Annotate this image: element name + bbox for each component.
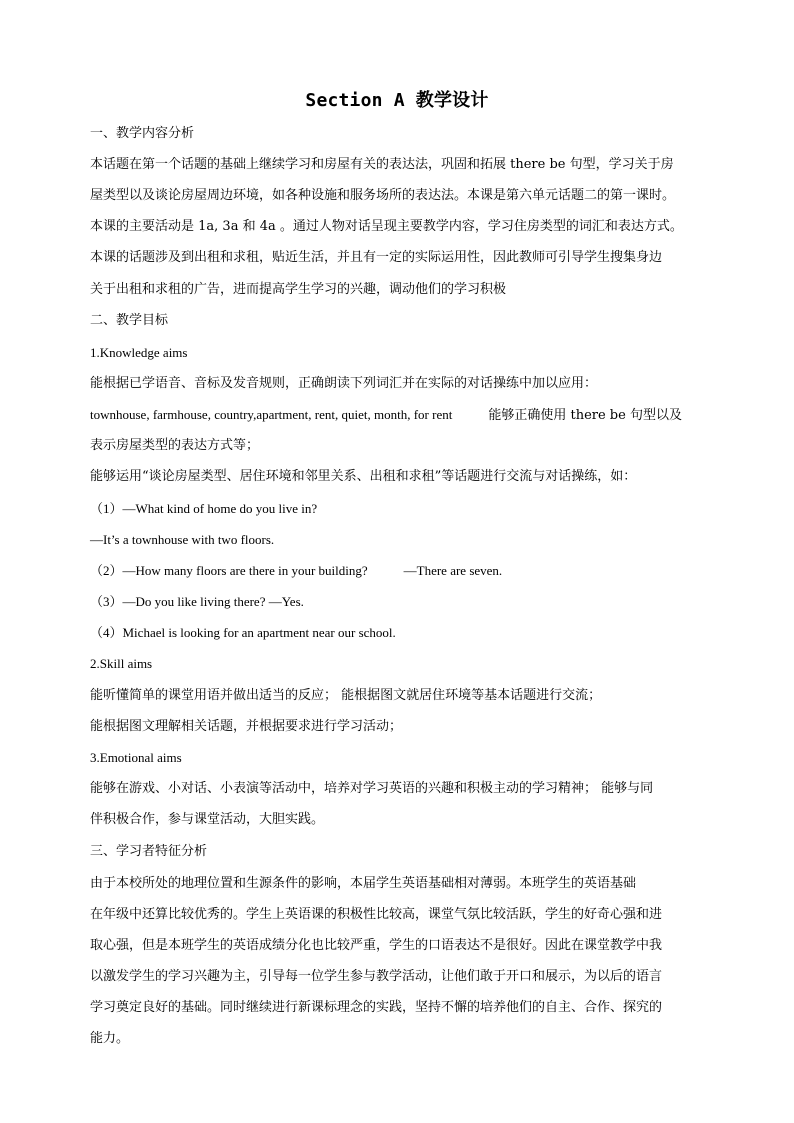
paragraph-line: 本课的话题涉及到出租和求租，贴近生活，并且有一定的实际运用性，因此教师可引导学生搜集身边 (90, 250, 663, 265)
section-heading-learner-analysis: 三、学习者特征分析 (90, 844, 208, 859)
paragraph-line: 在年级中还算比较优秀的。学生上英语课的积极性比较高，课堂气氛比较活跃，学生的好奇心强和进 (90, 907, 663, 922)
dialogue-question: （2）—How many floors are there in your building? (90, 563, 368, 578)
paragraph-line: 能听懂简单的课堂用语并做出适当的反应； 能根据图文就居住环境等基本话题进行交流； (90, 688, 602, 703)
paragraph-line: 能够运用“谈论房屋类型、居住环境和邻里关系、出租和求租”等话题进行交流与对话操练，如： (90, 469, 637, 484)
paragraph-line: 以激发学生的学习兴趣为主，引导每一位学生参与教学活动，让他们敢于开口和展示，为以后的语言 (90, 969, 663, 984)
dialogue-example: （1）—What kind of home do you live in? (90, 501, 318, 516)
paragraph-line: 表示房屋类型的表达方式等； (90, 438, 260, 453)
dialogue-example (90, 563, 502, 579)
paragraph-line: 能够在游戏、小对话、小表演等活动中，培养对学习英语的兴趣和积极主动的学习精神； 能够与同 (90, 781, 654, 796)
paragraph-line: 能根据已学语音、音标及发音规则，正确朗读下列词汇并在实际的对话操练中加以应用： (90, 376, 598, 391)
subheading-emotional-aims: 3.Emotional aims (90, 750, 182, 765)
paragraph-line: 能力。 (90, 1031, 130, 1046)
document-title: Section A 教学设计 (305, 90, 489, 111)
paragraph-line: 本话题在第一个话题的基础上继续学习和房屋有关的表达法，巩固和拓展 there be 句型，学习关于房 (90, 157, 674, 172)
paragraph-line: 能根据图文理解相关话题，并根据要求进行学习活动； (90, 719, 403, 734)
vocabulary-words: townhouse, farmhouse, country,apartment, rent, quiet, month, for rent (90, 407, 453, 422)
paragraph-line: 学习奠定良好的基础。同时继续进行新课标理念的实践，坚持不懈的培养他们的自主、合作、探究的 (90, 1000, 663, 1015)
paragraph-line: 屋类型以及谈论房屋周边环境，如各种设施和服务场所的表达法。本课是第六单元话题二的第一课时。 (90, 188, 676, 203)
dialogue-example: —It’s a townhouse with two floors. (90, 532, 275, 547)
paragraph-line: 关于出租和求租的广告，进而提高学生学习的兴趣，调动他们的学习积极 (90, 282, 507, 297)
paragraph-line: 取心强，但是本班学生的英语成绩分化也比较严重，学生的口语表达不是很好。因此在课堂教学中我 (90, 938, 663, 953)
paragraph-line: 由于本校所处的地理位置和生源条件的影响，本届学生英语基础相对薄弱。本班学生的英语基础 (90, 876, 637, 891)
dialogue-answer: —There are seven. (403, 563, 503, 578)
paragraph-line: 本课的主要活动是 1a, 3a 和 4a 。通过人物对话呈现主要教学内容，学习住房类型的词汇和表达方式。 (90, 219, 683, 234)
subheading-skill-aims: 2.Skill aims (90, 656, 153, 671)
subheading-knowledge-aims: 1.Knowledge aims (90, 345, 188, 360)
section-heading-content-analysis: 一、教学内容分析 (90, 126, 195, 141)
vocabulary-note: 能够正确使用 there be 句型以及 (488, 408, 682, 423)
dialogue-example: （4）Michael is looking for an apartment near our school. (90, 625, 396, 640)
section-heading-objectives: 二、教学目标 (90, 313, 169, 328)
paragraph-line: 伴积极合作，参与课堂活动，大胆实践。 (90, 812, 325, 827)
dialogue-example: （3）—Do you like living there? —Yes. (90, 594, 304, 609)
vocabulary-line (90, 407, 682, 424)
